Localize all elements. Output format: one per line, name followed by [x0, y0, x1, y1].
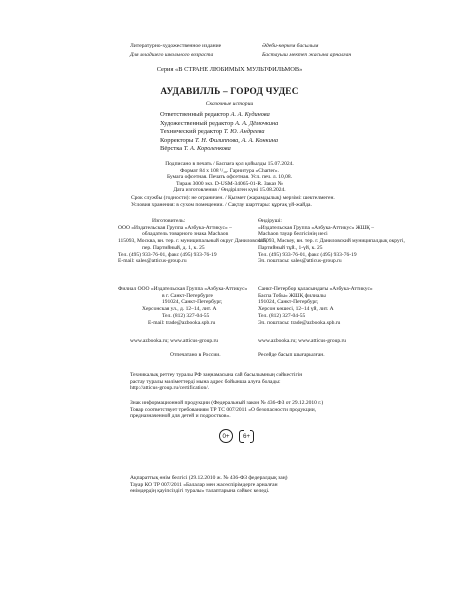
manufacturer-line: Тел. (495) 933-76-01, факс (495) 933-76-19 [258, 251, 357, 258]
footer-line: Ақпараттық өнім белгісі (29.12.2010 ж. № 436-ФЗ федералдық заң) [130, 475, 288, 481]
branch-line: Тел. (812) 327-04-55 [162, 312, 210, 319]
print-line: Дата изготовления / Өндірілген күні 15.08.2024. [173, 187, 286, 194]
branch-ru [118, 286, 247, 326]
manufacturer-line: пер. Партийный, д. 1, к. 25 [142, 244, 205, 251]
branch-line: Филиал ООО «Издательская Группа «Азбука-Аттикус» [118, 286, 248, 292]
tech-reg-line: растау туралы мәліметтерді мына адрес бойынша алуға болады: [130, 378, 281, 385]
book-title: АУДАВИЛЛЬ – ГОРОД ЧУДЕС [160, 87, 299, 97]
branch-line: Тел. (812) 327-04-55 [258, 312, 306, 319]
info-product-line: Знак информационной продукции (Федеральный закон № 436-ФЗ от 29.12.2010 г.) [130, 400, 324, 406]
branch-line: Санкт-Петербор қаласындағы «Азбука-Аттикус» [258, 286, 373, 292]
website-kz: www.azbooka.ru; www.atticus-group.ru [258, 338, 347, 344]
manufacturer-line: 115093, Мәскеу, вн. тер. г. Даниловский муниципалдық округі, [258, 238, 405, 245]
tech-reg-line: http://atticus-group.ru/certification/. [130, 385, 210, 392]
shelf-life: Срок службы (годности): не ограничен. / Қызмет (жарамдылық) мерзімі: шектелмеген. [131, 195, 335, 201]
printed-ru: Отпечатано в России. [170, 352, 221, 358]
branch-email: E-mail: trade@azbooka.spb.ru [148, 319, 216, 326]
branch-line: 191024, Санкт-Петербург, [162, 299, 223, 306]
branch-line: 191024, Санкт-Петербург, [258, 299, 319, 306]
credit-name: Т. Н. Филиппова, А. А. Конкина [194, 136, 279, 144]
manufacturer-line: ООО «Издательская Группа «Азбука-Аттикус» – [118, 224, 232, 231]
manufacturer-line: 115093, Москва, вн. тер. г. муниципальный округ Даниловский, [118, 238, 268, 245]
credit-row [160, 120, 278, 128]
credit-role: Технический редактор [160, 128, 223, 135]
manufacturer-line: Тел. (495) 933-76-01, факс (495) 933-76-19 [118, 251, 217, 258]
branch-email: Эл. поштасы: trade@azbooka.spb.ru [258, 319, 341, 326]
print-line: Бумага офсетная. Печать офсетная. Усл. печ. л. 10,08. [166, 174, 293, 181]
age-6plus-icon: 6+ [239, 430, 254, 443]
credit-name: А. А. Кудинова [230, 111, 270, 118]
credit-row [160, 111, 270, 119]
credit-role: Ответственный редактор [160, 111, 230, 118]
footer-line: Тауар КО ТР 007/2011 «Балалар мен жасөспірімдерге арналған [130, 481, 278, 488]
age-kz: Бастауыш мектеп жасына арналған [262, 52, 352, 58]
info-product-line: предназначенной для детей и подростков». [130, 413, 231, 420]
print-info [0, 161, 459, 194]
footer-kz [130, 475, 288, 495]
manufacturer-kz [258, 218, 405, 265]
printed-kz: Ресейде басып шығарылған. [258, 352, 325, 358]
print-line: Тираж 3000 экз. D-USM-34065-01-R. Заказ № [176, 180, 283, 187]
age-0plus-icon: 0+ [219, 429, 233, 443]
storage-conditions: Условия хранения: в сухом помещении. / Сақтау шарттары: құрғақ үй-жайда. [131, 202, 312, 208]
branch-line: Херсонская ул., д. 12–14, лит. А [142, 306, 217, 313]
branch-line: Баспа Тобы» ЖШҚ филиалы [258, 292, 326, 299]
credit-row [160, 137, 278, 145]
manufacturer-line: Партийный тұй., 1-үй, к. 25 [258, 244, 323, 251]
credit-row [160, 145, 231, 153]
info-product [130, 400, 323, 420]
credit-name: Т. Ю. Андреева [223, 128, 265, 135]
branch-line: в г. Санкт-Петербурге [162, 292, 213, 299]
credit-row [160, 128, 265, 136]
credit-name: Т. А. Короленкова [183, 145, 231, 152]
manufacturer-ru [118, 218, 267, 265]
credit-role: Корректоры [160, 136, 194, 144]
manufacturer-email: E-mail: sales@atticus-group.ru [118, 258, 187, 265]
tech-reg-line: Техникалық реттеу туралы РФ заңнамасына сай басылымның сәйкестігін [130, 372, 303, 378]
branch-kz [258, 286, 373, 326]
footer-line: өнімдердің қауіпсіздігі туралы» талаптарына сәйкес келеді. [130, 488, 270, 495]
tech-regulation [130, 372, 302, 392]
manufacturer-line: Machaon тауар белгісінің иесі [258, 231, 328, 238]
print-line: Формат 84 х 108 ¹/₁₆. Гарнитура «Charter». [180, 167, 279, 174]
genre-ru: Литературно-художественное издание [130, 43, 222, 49]
manufacturer-heading: Изготовитель: [152, 218, 186, 224]
info-product-line: Товар соответствует требованиям ТР ТС 007/2011 «О безопасности продукции, [130, 406, 317, 413]
manufacturer-line: «Издательская Группа «Азбука-Аттикус» ЖШҚ – [258, 224, 375, 231]
branch-line: Херсон көшесі, 12–14 үй, лит. А [258, 306, 334, 313]
website-ru: www.azbooka.ru; www.atticus-group.ru [130, 338, 219, 344]
print-line: Подписано в печать / Баспаға қол қойылды 15.07.2024. [165, 161, 294, 167]
series-line: Серия «В СТРАНЕ ЛЮБИМЫХ МУЛЬТФИЛЬМОВ» [156, 66, 303, 73]
genre-kz: Әдеби-көркем басылым [262, 43, 319, 49]
manufacturer-line: обладатель товарного знака Machaon [142, 231, 229, 238]
credit-role: Вёрстка [160, 145, 183, 152]
credit-role: Художественный редактор [160, 119, 234, 127]
credit-name: А. А. Дёмочкина [235, 119, 279, 127]
manufacturer-email: Эл. поштасы: sales@atticus-group.ru [258, 258, 342, 265]
book-subtitle: Сказочные истории [205, 101, 254, 107]
age-ru: Для младшего школьного возраста [130, 52, 214, 58]
manufacturer-heading: Өндіруші: [258, 218, 282, 224]
